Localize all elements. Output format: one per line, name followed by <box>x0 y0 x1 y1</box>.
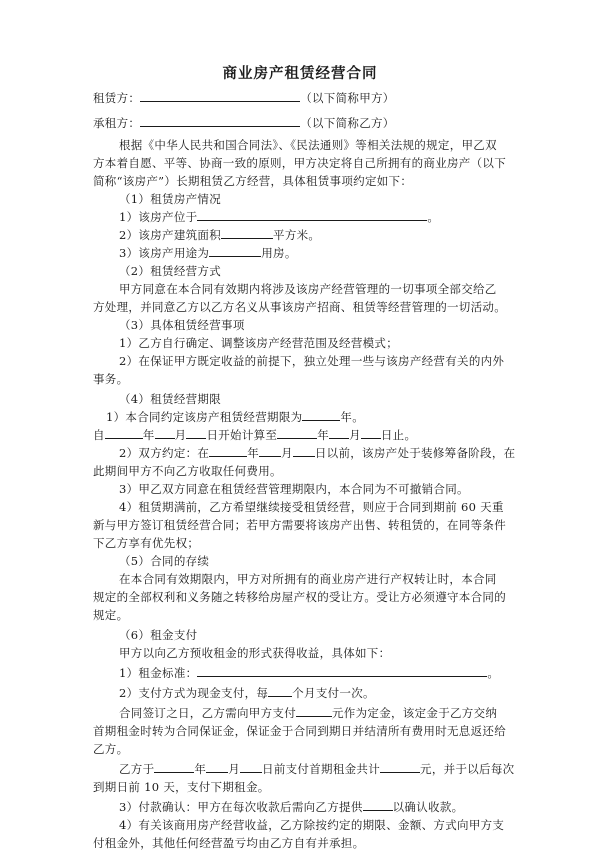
s6-deposit-cont: 乙方。 <box>93 742 129 756</box>
document-title: 商业房产租赁经营合同 <box>222 65 378 82</box>
s6-first-payment-cont: 到期日前 10 天，支付下期租金。 <box>93 780 270 794</box>
s5-line: 在本合同有效期限内，甲方对所拥有的商业房产进行产权转让时，本合同 <box>119 572 497 586</box>
s5-line: 规定。 <box>93 608 129 622</box>
prep-year-blank[interactable] <box>209 443 247 457</box>
s1-item-2: 2）该房产建筑面积 平方米。 <box>119 225 600 245</box>
area-blank[interactable] <box>221 225 273 239</box>
prep-day-blank[interactable] <box>293 443 315 457</box>
s1-item-3: 3）该房产用途为 用房。 <box>119 243 600 263</box>
lessee-label: 承租方： <box>93 116 141 130</box>
section-2-heading: （2）租赁经营方式 <box>119 264 222 278</box>
section-4-heading: （4）租赁经营期限 <box>119 392 222 406</box>
s4-item-4: 下乙方享有优先权； <box>93 536 200 550</box>
end-day-blank[interactable] <box>361 425 381 439</box>
section-6-heading: （6）租金支付 <box>119 628 198 642</box>
s5-line: 规定的全部权利和义务随之转移给房屋产权的受让方。受让方必须遵守本合同的 <box>93 590 506 604</box>
first-pay-month-blank[interactable] <box>206 759 228 773</box>
lessor-line <box>93 88 600 108</box>
s3-item-1: 1）乙方自行确定、调整该房产经营范围及经营模式； <box>119 336 399 350</box>
location-blank[interactable] <box>197 207 427 221</box>
start-day-blank[interactable] <box>186 425 206 439</box>
start-month-blank[interactable] <box>155 425 175 439</box>
s6-item-4: 付租金外，其他任何经营盈亏均由乙方自有并承担。 <box>93 836 365 850</box>
s6-first-payment: 乙方于 年 月 日前支付首期租金共计 元，并于以后每次 <box>119 759 600 779</box>
end-month-blank[interactable] <box>329 425 349 439</box>
lessor-blank[interactable] <box>140 88 300 102</box>
s4-item-4: 4）租赁期满前，乙方希望继续接受租赁经营，则应于合同到期前 60 天重 <box>119 500 504 514</box>
s6-item-4: 4）有关该商用房产经营收益，乙方除按约定的期限、金额、方式向甲方支 <box>119 818 505 832</box>
s4-item-3: 3）甲乙双方同意在租赁经营管理期限内，本合同为不可撤销合同。 <box>119 482 469 496</box>
preamble-line: 根据《中华人民共和国合同法》、《民法通则》等相关法规的规定，甲乙双 <box>119 138 497 152</box>
s2-line: 甲方同意在本合同有效期内将涉及该房产经营管理的一切事项全部交给乙 <box>119 282 497 296</box>
section-5-heading: （5）合同的存续 <box>119 554 210 568</box>
s3-item-2: 事务。 <box>93 372 129 386</box>
first-pay-day-blank[interactable] <box>240 759 262 773</box>
first-pay-amount-blank[interactable] <box>380 759 420 773</box>
s4-item-2: 2）双方约定：在 年 月 日以前，该房产处于装修筹备阶段，在 <box>119 443 600 463</box>
s2-line: 方处理，并同意乙方以乙方名义从事该房产招商、租赁等经营管理的一切活动。 <box>93 300 506 314</box>
term-years-blank[interactable] <box>302 407 340 421</box>
s6-intro: 甲方以向乙方预收租金的形式获得收益，具体如下： <box>119 646 391 660</box>
lessee-note: （以下简称乙方） <box>300 116 395 130</box>
s6-deposit-cont: 首期租金时转为合同保证金，保证金于合同到期日并结清所有费用时无息返还给 <box>93 724 506 738</box>
end-year-blank[interactable] <box>277 425 317 439</box>
start-year-blank[interactable] <box>105 425 143 439</box>
s4-item-1: 1）本合同约定该房产租赁经营期限为 年。 <box>106 407 600 427</box>
lessor-note: （以下简称甲方） <box>300 91 395 105</box>
section-1-heading: （1）租赁房产情况 <box>119 192 222 206</box>
section-3-heading: （3）具体租赁经营事项 <box>119 318 245 332</box>
s6-item-1: 1）租金标准： 。 <box>119 663 600 683</box>
s3-item-2: 2）在保证甲方既定收益的前提下，独立处理一些与该房产经营有关的内外 <box>119 354 505 368</box>
s4-item-1-dates: 自 年 月 日开始计算至 年 月 日止。 <box>93 425 600 445</box>
lessor-label: 租赁方： <box>93 91 141 105</box>
s4-item-2-cont: 此期间甲方不向乙方收取任何费用。 <box>93 464 282 478</box>
s6-deposit: 合同签订之日，乙方需向甲方支付 元作为定金，该定金于乙方交纳 <box>119 703 600 723</box>
receipt-blank[interactable] <box>363 797 393 811</box>
lessee-blank[interactable] <box>140 113 300 127</box>
s6-item-2: 2）支付方式为现金支付，每 个月支付一次。 <box>119 683 600 703</box>
s6-item-3: 3）付款确认：甲方在每次收款后需向乙方提供 以确认收款。 <box>119 797 600 817</box>
s4-item-4: 新与甲方签订租赁经营合同；若甲方需要将该房产出售、转租赁的，在同等条件 <box>93 518 506 532</box>
preamble-line: 方本着自愿、平等、协商一致的原则，甲方决定将自己所拥有的商业房产（以下 <box>93 156 506 170</box>
pay-interval-blank[interactable] <box>268 683 292 697</box>
first-pay-year-blank[interactable] <box>154 759 194 773</box>
lessee-line <box>93 113 600 133</box>
prep-month-blank[interactable] <box>259 443 281 457</box>
deposit-blank[interactable] <box>296 703 332 717</box>
s1-item-1: 1）该房产位于 。 <box>119 207 600 227</box>
rent-standard-blank[interactable] <box>197 663 487 677</box>
usage-blank[interactable] <box>209 243 261 257</box>
preamble-line: 简称“该房产”）长期租赁乙方经营，具体租赁事项约定如下： <box>93 174 413 188</box>
